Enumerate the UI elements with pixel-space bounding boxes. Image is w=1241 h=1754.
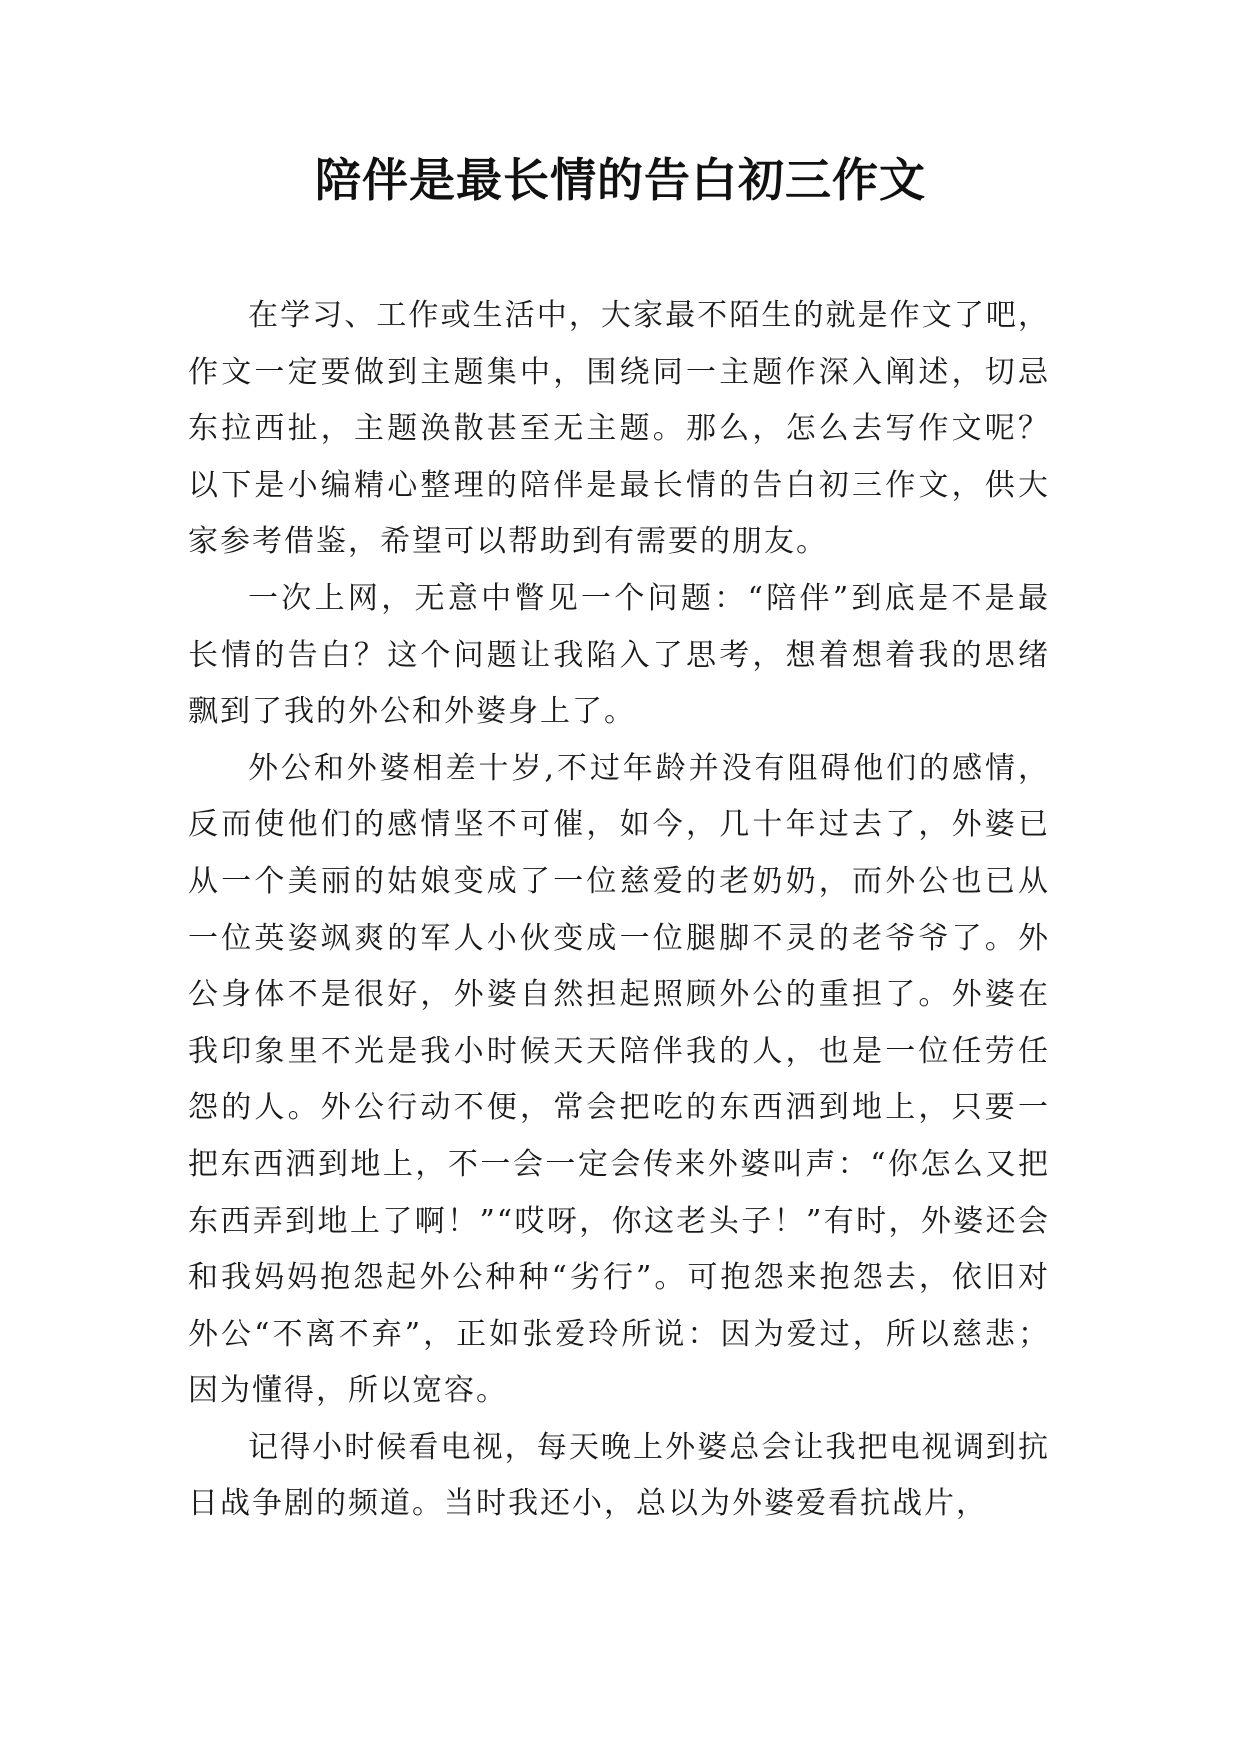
document-body	[188, 288, 1050, 1533]
paragraph-grandparents: 外公和外婆相差十岁,不过年龄并没有阻碍他们的感情，反而使他们的感情坚不可催，如今，几十年过去了，外婆已从一个美丽的姑娘变成了一位慈爱的老奶奶，而外公也已从一位英姿飒爽的军人小伙变成一位腿脚不灵的老爷爷了。外公身体不是很好，外婆自然担起照顾外公的重担了。外婆在我印象里不光是我小时候天天陪伴我的人，也是一位任劳任怨的人。外公行动不便，常会把吃的东西洒到地上，只要一把东西洒到地上，不一会一定会传来外婆叫声：“你怎么又把东西弄到地上了啊！”“哎呀，你这老头子！”有时，外婆还会和我妈妈抱怨起外公种种“劣行”。可抱怨来抱怨去，依旧对外公“不离不弃”，正如张爱玲所说：因为爱过，所以慈悲；因为懂得，所以宽容。	[188, 750, 1050, 1409]
paragraph-question: 一次上网，无意中瞥见一个问题：“陪伴”到底是不是最长情的告白？这个问题让我陷入了思考，想着想着我的思绪飘到了我的外公和外婆身上了。	[188, 580, 1050, 730]
document-title: 陪伴是最长情的告白初三作文	[315, 153, 926, 207]
paragraph-intro: 在学习、工作或生活中，大家最不陌生的就是作文了吧，作文一定要做到主题集中，围绕同一主题作深入阐述，切忌东拉西扯，主题涣散甚至无主题。那么，怎么去写作文呢？以下是小编精心整理的陪伴是最长情的告白初三作文，供大家参考借鉴，希望可以帮助到有需要的朋友。	[188, 298, 1050, 560]
paragraph-tv-memory: 记得小时候看电视，每天晚上外婆总会让我把电视调到抗日战争剧的频道。当时我还小，总以为外婆爱看抗战片，	[188, 1429, 1050, 1522]
